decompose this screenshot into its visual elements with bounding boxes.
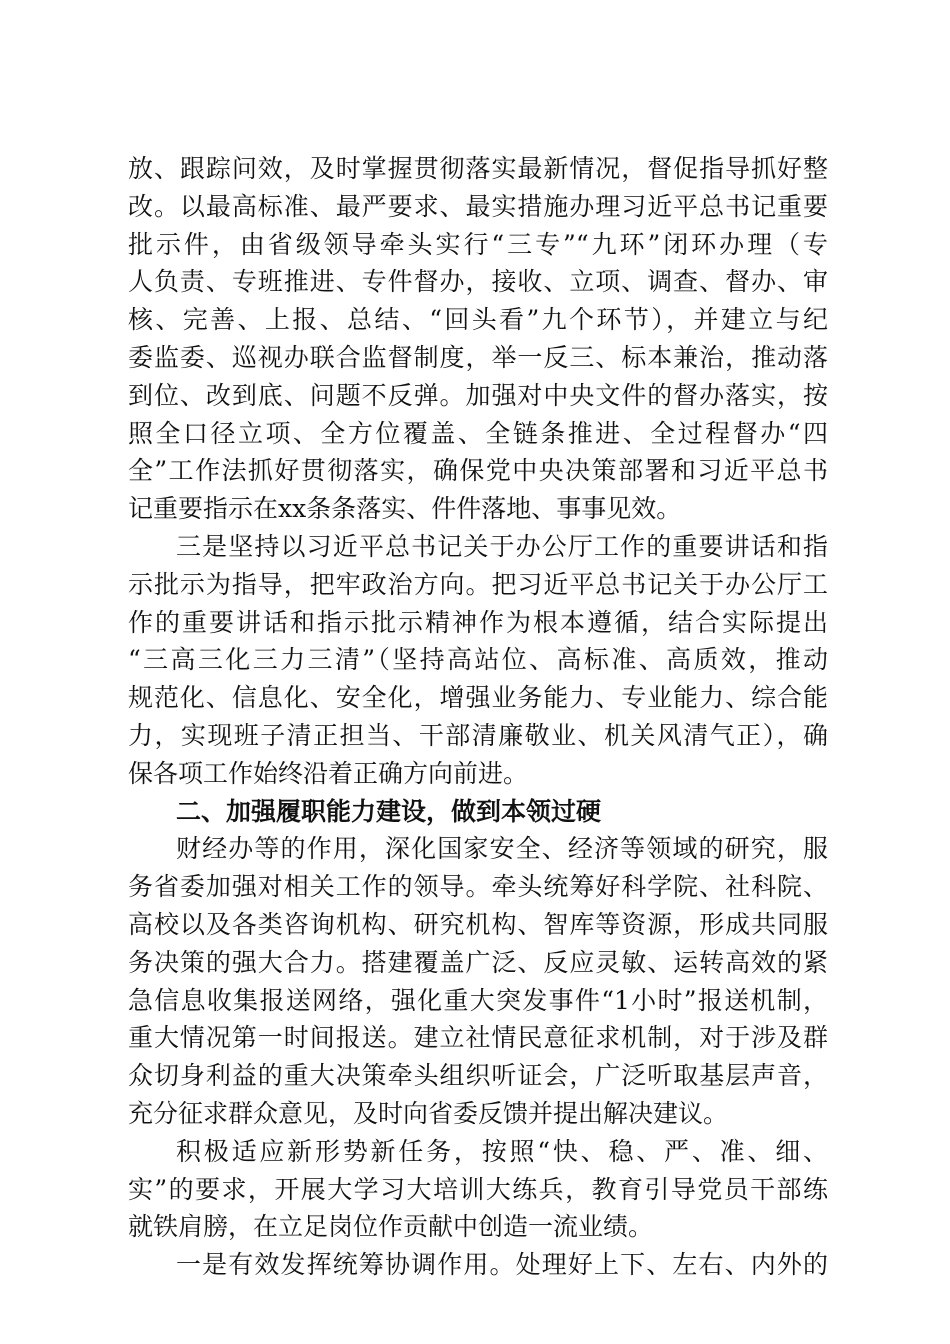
section-heading — [128, 793, 828, 831]
text-line: 规范化、信息化、安全化，增强业务能力、专业能力、综合能 — [128, 683, 828, 713]
text-line: 力，实现班子清正担当、干部清廉敬业、机关风清气正），确 — [128, 720, 828, 750]
text-line: 实”的要求，开展大学习大培训大练兵，教育引导党员干部练 — [128, 1174, 828, 1204]
text-line: 照全口径立项、全方位覆盖、全链条推进、全过程督办“四 — [128, 418, 828, 448]
text-line: 重大情况第一时间报送。建立社情民意征求机制，对于涉及群 — [128, 1023, 828, 1053]
text-line: 急信息收集报送网络，强化重大突发事件“1小时”报送机制， — [128, 985, 828, 1015]
paragraph — [128, 150, 828, 528]
text-line: 高校以及各类咨询机构、研究机构、智库等资源，形成共同服 — [128, 909, 828, 939]
text-line: 全”工作法抓好贯彻落实，确保党中央决策部署和习近平总书 — [128, 456, 828, 486]
text-line: 务决策的强大合力。搭建覆盖广泛、反应灵敏、运转高效的紧 — [128, 947, 828, 977]
paragraph — [128, 1133, 828, 1246]
text-line: 充分征求群众意见，及时向省委反馈并提出解决建议。 — [128, 1098, 729, 1128]
text-line: 记重要指示在xx条条落实、件件落地、事事见效。 — [128, 494, 682, 524]
text-line: 保各项工作始终沿着正确方向前进。 — [128, 758, 529, 788]
text-line: 核、完善、上报、总结、“回头看”九个环节），并建立与纪 — [128, 305, 828, 335]
text-line: “三高三化三力三清”（坚持高站位、高标准、高质效，推动 — [128, 645, 828, 675]
text-line: 批示件，由省级领导牵头实行“三专”“九环”闭环办理（专 — [128, 229, 828, 259]
text-line: 作的重要讲话和指示批示精神作为根本遵循，结合实际提出 — [128, 607, 828, 637]
paragraph — [128, 1246, 828, 1284]
text-line: 二、加强履职能力建设，做到本领过硬 — [176, 796, 602, 826]
text-line: 到位、改到底、问题不反弹。加强对中央文件的督办落实，按 — [128, 380, 828, 410]
text-line: 务省委加强对相关工作的领导。牵头统筹好科学院、社科院、 — [128, 872, 828, 902]
text-line: 示批示为指导，把牢政治方向。把习近平总书记关于办公厅工 — [128, 569, 828, 599]
text-line: 就铁肩膀，在立足岗位作贡献中创造一流业绩。 — [128, 1212, 654, 1242]
text-line: 众切身利益的重大决策牵头组织听证会，广泛听取基层声音， — [128, 1061, 828, 1091]
text-line: 委监委、巡视办联合监督制度，举一反三、标本兼治，推动落 — [128, 342, 828, 372]
text-line: 改。以最高标准、最严要求、最实措施办理习近平总书记重要 — [128, 191, 828, 221]
document-body — [128, 150, 828, 1284]
text-line: 人负责、专班推进、专件督办，接收、立项、调查、督办、审 — [128, 267, 828, 297]
paragraph — [128, 830, 828, 1132]
text-line: 一是有效发挥统筹协调作用。处理好上下、左右、内外的 — [176, 1250, 828, 1280]
text-line: 财经办等的作用，深化国家安全、经济等领域的研究，服 — [176, 834, 828, 864]
paragraph — [128, 528, 828, 793]
text-line: 放、跟踪问效，及时掌握贯彻落实最新情况，督促指导抓好整 — [128, 154, 828, 183]
text-line: 积极适应新形势新任务，按照“快、稳、严、准、细、 — [176, 1136, 828, 1166]
text-line: 三是坚持以习近平总书记关于办公厅工作的重要讲话和指 — [176, 531, 828, 561]
